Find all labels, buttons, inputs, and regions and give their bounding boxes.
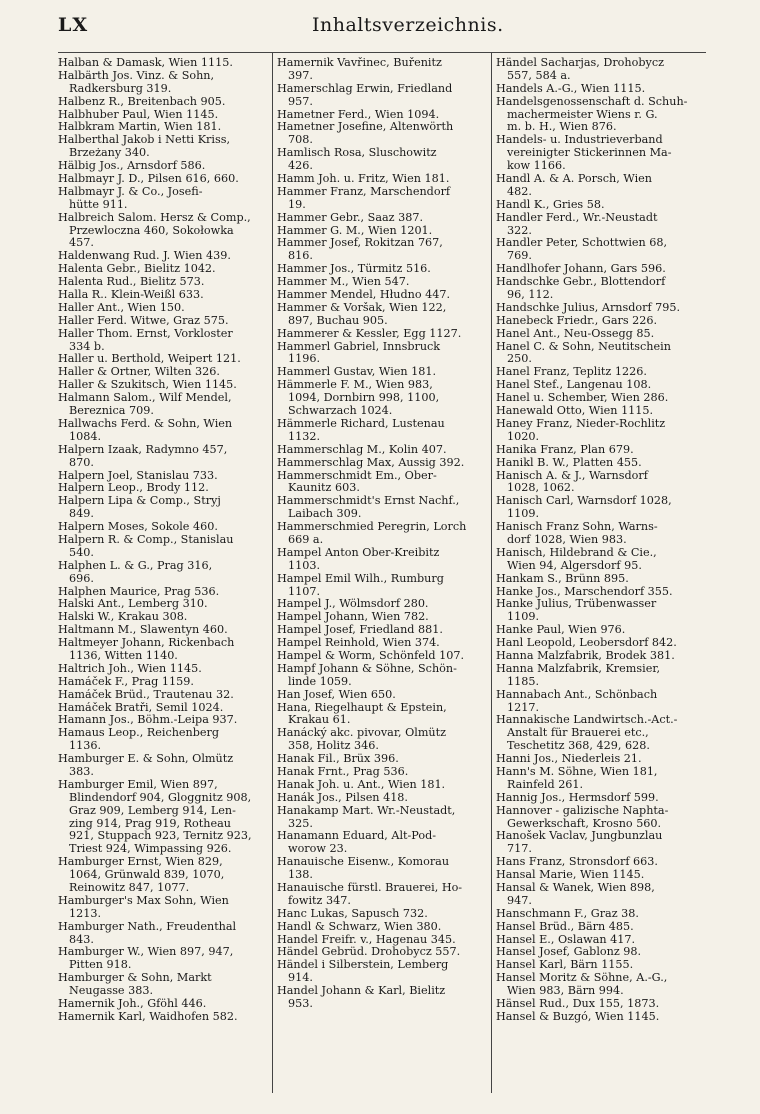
index-entry: Hanisch A. & J., Warnsdorf bbox=[496, 469, 648, 482]
index-entry: Handlhofer Johann, Gars 596. bbox=[496, 263, 666, 276]
index-entry-continuation: 870. bbox=[69, 456, 94, 469]
index-entry-continuation: 322. bbox=[507, 224, 532, 237]
index-entry: Hampel Josef, Friedland 881. bbox=[277, 624, 443, 637]
index-entry: Hansal Marie, Wien 1145. bbox=[496, 869, 645, 882]
index-columns bbox=[58, 52, 706, 1093]
index-entry: Hansel Brüd., Bärn 485. bbox=[496, 920, 634, 933]
index-entry: Hamburger & Sohn, Markt bbox=[58, 972, 212, 985]
index-entry: Hammerer & Kessler, Egg 1127. bbox=[277, 327, 462, 340]
index-entry: Halenta Rud., Bielitz 573. bbox=[58, 276, 205, 289]
index-entry: Haller & Ortner, Wilten 326. bbox=[58, 366, 220, 379]
index-entry-continuation: 921, Stuppach 923, Ternitz 923, bbox=[69, 830, 252, 843]
index-entry: Handl A. & A. Porsch, Wien bbox=[496, 173, 653, 186]
index-entry-continuation: 947. bbox=[507, 894, 532, 907]
index-entry: Hammerl Gustav, Wien 181. bbox=[277, 366, 437, 379]
index-entry-continuation: Reinowitz 847, 1077. bbox=[69, 882, 190, 894]
index-entry: Hamernik Joh., Gföhl 446. bbox=[58, 998, 207, 1011]
index-entry: Hanel C. & Sohn, Neutitschein bbox=[496, 340, 671, 353]
index-entry: Hann's M. Söhne, Wien 181, bbox=[496, 765, 658, 778]
index-entry: Hammerschlag Max, Aussig 392. bbox=[277, 456, 465, 469]
index-entry: Hammer Franz, Marschendorf bbox=[277, 185, 451, 198]
index-entry-continuation: linde 1059. bbox=[288, 675, 352, 688]
index-entry: Haller Thom. Ernst, Vorkloster bbox=[58, 327, 233, 340]
index-entry: Handel Johann & Karl, Bielitz bbox=[277, 985, 446, 998]
index-entry: Hammer Gebr., Saaz 387. bbox=[277, 211, 424, 224]
index-entry-continuation: Anstalt für Brauerei etc., bbox=[507, 727, 649, 740]
index-entry: Hamáček F., Prag 1159. bbox=[58, 675, 194, 688]
index-entry: Handler Peter, Schottwien 68, bbox=[496, 237, 668, 250]
index-entry: Hanak Frnt., Prag 536. bbox=[277, 765, 409, 778]
index-entry: Hanc Lukas, Sapusch 732. bbox=[277, 907, 428, 920]
index-entry-continuation: 957. bbox=[288, 95, 313, 108]
index-entry: Halpern Joel, Stanislau 733. bbox=[58, 469, 218, 482]
index-entry-continuation: 540. bbox=[69, 546, 94, 559]
index-entry-continuation: 334 b. bbox=[69, 340, 105, 353]
index-entry-continuation: 1109. bbox=[507, 508, 540, 521]
index-entry-continuation: 843. bbox=[69, 933, 94, 946]
index-entry-continuation: 96, 112. bbox=[507, 289, 554, 302]
index-entry-continuation: 250. bbox=[507, 353, 532, 366]
index-entry: Halphen L. & G., Prag 316, bbox=[58, 559, 213, 572]
index-entry: Hamann Jos., Böhm.-Leipa 937. bbox=[58, 714, 238, 727]
index-entry-continuation: 849. bbox=[69, 508, 94, 521]
index-entry: Haney Franz, Nieder-Rochlitz bbox=[496, 417, 666, 430]
index-entry: Hammerschlag M., Kolin 407. bbox=[277, 443, 447, 456]
index-entry: Haller u. Berthold, Weipert 121. bbox=[58, 353, 241, 366]
index-entry: Hansal & Wanek, Wien 898, bbox=[496, 882, 655, 894]
index-entry-continuation: Przewloczna 460, Sokołowka bbox=[69, 224, 234, 237]
index-entry: Hamernik Karl, Waidhofen 582. bbox=[58, 1010, 238, 1023]
index-column-1 bbox=[58, 57, 268, 1087]
index-entry-continuation: machermeister Wiens r. G. bbox=[507, 108, 658, 121]
index-entry-continuation: Krakau 61. bbox=[288, 714, 351, 727]
index-entry: Hanna Malzfabrik, Kremsier, bbox=[496, 662, 660, 675]
index-entry: Haller & Szukitsch, Wien 1145. bbox=[58, 379, 237, 392]
index-entry: Hanisch Carl, Warnsdorf 1028, bbox=[496, 495, 672, 508]
index-entry: Hamm Joh. u. Fritz, Wien 181. bbox=[277, 173, 450, 186]
index-entry: Handel Freifr. v., Hagenau 345. bbox=[277, 933, 456, 946]
index-entry: Hamlisch Rosa, Sluschowitz bbox=[277, 147, 437, 160]
index-entry-continuation: 1217. bbox=[507, 701, 540, 714]
index-entry: Hanamann Eduard, Alt-Pod- bbox=[277, 830, 437, 843]
index-entry-continuation: Bereznica 709. bbox=[69, 405, 154, 418]
index-entry-continuation: fowitz 347. bbox=[288, 894, 351, 907]
index-entry-continuation: 19. bbox=[288, 198, 306, 211]
index-entry-continuation: 1196. bbox=[288, 353, 321, 366]
index-entry: Hanel Ant., Neu-Ossegg 85. bbox=[496, 327, 655, 340]
index-entry: Hammerschmied Peregrin, Lorch bbox=[277, 521, 467, 534]
index-entry: Hans Franz, Stronsdorf 663. bbox=[496, 856, 658, 869]
index-entry: Haltmann M., Slawentyn 460. bbox=[58, 624, 228, 637]
index-entry: Halski Ant., Lemberg 310. bbox=[58, 598, 208, 611]
index-entry-continuation: Rainfeld 261. bbox=[507, 778, 584, 791]
index-entry-continuation: 325. bbox=[288, 817, 313, 830]
index-entry: Hannig Jos., Hermsdorf 599. bbox=[496, 791, 659, 804]
index-entry: Hannakische Landwirtsch.-Act.- bbox=[496, 714, 678, 727]
index-entry: Hammerschmidt's Ernst Nachf., bbox=[277, 495, 460, 508]
index-entry: Halla R.. Klein-Weißl 633. bbox=[58, 289, 204, 302]
index-entry: Hänsel Rud., Dux 155, 1873. bbox=[496, 998, 660, 1011]
index-entry-continuation: 358, Holitz 346. bbox=[288, 740, 379, 753]
index-entry: Hanošek Vaclav, Jungbunzlau bbox=[496, 830, 663, 843]
index-entry: Hämmerle F. M., Wien 983, bbox=[277, 379, 433, 392]
index-entry: Halski W., Krakau 308. bbox=[58, 611, 188, 624]
index-entry: Hansel E., Oslawan 417. bbox=[496, 933, 636, 946]
index-entry: Hanauische Eisenw., Komorau bbox=[277, 856, 450, 869]
index-entry-continuation: Laibach 309. bbox=[288, 508, 362, 521]
index-entry: Hanak Joh. u. Ant., Wien 181. bbox=[277, 778, 446, 791]
index-entry: Handels A.-G., Wien 1115. bbox=[496, 82, 646, 95]
index-entry-continuation: 138. bbox=[288, 869, 313, 882]
index-entry-continuation: 914. bbox=[288, 972, 313, 985]
index-entry: Hallwachs Ferd. & Sohn, Wien bbox=[58, 417, 233, 430]
index-entry: Hanel u. Schember, Wien 286. bbox=[496, 392, 669, 405]
index-entry: Hanni Jos., Niederleis 21. bbox=[496, 753, 642, 766]
index-entry: Hansel Karl, Bärn 1155. bbox=[496, 959, 634, 972]
index-entry-continuation: 1132. bbox=[288, 430, 321, 443]
index-entry-continuation: 1185. bbox=[507, 675, 540, 688]
index-entry: Hammer M., Wien 547. bbox=[277, 276, 410, 289]
index-entry: Handl K., Gries 58. bbox=[496, 198, 605, 211]
index-entry: Hansel Josef, Gablonz 98. bbox=[496, 946, 642, 959]
index-entry: Hammer Jos., Türmitz 516. bbox=[277, 263, 431, 276]
index-entry-continuation: 1028, 1062. bbox=[507, 482, 575, 495]
index-entry-continuation: 717. bbox=[507, 843, 532, 856]
index-entry: Hammer Josef, Rokitzan 767, bbox=[277, 237, 443, 250]
index-entry: Hannover - galizische Naphta- bbox=[496, 804, 669, 817]
index-entry: Hamburger Ernst, Wien 829, bbox=[58, 856, 223, 869]
index-entry-continuation: Wien 983, Bärn 994. bbox=[507, 985, 624, 998]
index-entry: Hanschmann F., Graz 38. bbox=[496, 907, 639, 920]
index-entry: Hampel Anton Ober-Kreibitz bbox=[277, 546, 440, 559]
index-entry: Halphen Maurice, Prag 536. bbox=[58, 585, 220, 598]
index-entry: Hanisch Franz Sohn, Warns- bbox=[496, 521, 658, 534]
index-entry-continuation: 897, Buchau 905. bbox=[288, 314, 388, 327]
index-entry: Hanl Leopold, Leobersdorf 842. bbox=[496, 637, 677, 650]
index-entry: Händel Sacharjas, Drohobycz bbox=[496, 57, 664, 69]
index-entry-continuation: 1107. bbox=[288, 585, 321, 598]
index-entry: Halmann Salom., Wilf Mendel, bbox=[58, 392, 232, 405]
index-entry: Halbkram Martin, Wien 181. bbox=[58, 121, 222, 134]
index-entry-continuation: 397. bbox=[288, 69, 313, 82]
index-entry-continuation: 1109. bbox=[507, 611, 540, 624]
index-entry: Hanna Malzfabrik, Brodek 381. bbox=[496, 649, 675, 662]
index-entry-continuation: 557, 584 a. bbox=[507, 69, 571, 82]
index-entry: Halbmayr J. & Co., Josefi- bbox=[58, 185, 203, 198]
index-entry: Halbreich Salom. Hersz & Comp., bbox=[58, 211, 251, 224]
column-divider bbox=[491, 53, 492, 1093]
index-entry: Hamburger's Max Sohn, Wien bbox=[58, 894, 229, 907]
index-entry-continuation: 696. bbox=[69, 572, 94, 585]
index-entry: Halbhuber Paul, Wien 1145. bbox=[58, 108, 219, 121]
index-entry: Halbärth Jos. Vinz. & Sohn, bbox=[58, 69, 215, 82]
index-column-2 bbox=[277, 57, 487, 1087]
index-entry-continuation: Graz 909, Lemberg 914, Len- bbox=[69, 804, 236, 817]
index-entry: Halbmayr J. D., Pilsen 616, 660. bbox=[58, 173, 239, 186]
index-entry: Handler Ferd., Wr.-Neustadt bbox=[496, 211, 658, 224]
index-entry: Haltmeyer Johann, Rickenbach bbox=[58, 637, 235, 650]
index-entry-continuation: hütte 911. bbox=[69, 198, 128, 211]
index-entry-continuation: Pitten 918. bbox=[69, 959, 132, 972]
index-entry: Hansel & Buzgó, Wien 1145. bbox=[496, 1010, 660, 1023]
index-entry: Hanebeck Friedr., Gars 226. bbox=[496, 314, 658, 327]
index-entry: Haldenwang Rud. J. Wien 439. bbox=[58, 250, 231, 263]
index-entry: Halpern Leop., Brody 112. bbox=[58, 482, 209, 495]
index-entry-continuation: Wien 94, Algersdorf 95. bbox=[507, 559, 642, 572]
index-entry: Hanakamp Mart. Wr.-Neustadt, bbox=[277, 804, 456, 817]
index-entry-continuation: 669 a. bbox=[288, 533, 324, 546]
index-entry-continuation: 1094, Dornbirn 998, 1100, bbox=[288, 392, 440, 405]
index-entry-continuation: Gewerkschaft, Krosno 560. bbox=[507, 817, 662, 830]
index-entry: Halpern R. & Comp., Stanislau bbox=[58, 533, 234, 546]
index-entry: Hanák Jos., Pilsen 418. bbox=[277, 791, 408, 804]
index-entry: Hamáček Brüd., Trautenau 32. bbox=[58, 688, 234, 701]
index-entry: Hampf Johann & Söhne, Schön- bbox=[277, 662, 457, 675]
index-entry-continuation: 1064, Grünwald 839, 1070, bbox=[69, 869, 225, 882]
index-entry-continuation: Blindendorf 904, Gloggnitz 908, bbox=[69, 791, 252, 804]
index-entry: Hanel Franz, Teplitz 1226. bbox=[496, 366, 647, 379]
index-entry: Hanewald Otto, Wien 1115. bbox=[496, 405, 654, 418]
index-entry: Hanke Jos., Marschendorf 355. bbox=[496, 585, 673, 598]
index-entry: Hana, Riegelhaupt & Epstein, bbox=[277, 701, 447, 714]
index-entry-continuation: 457. bbox=[69, 237, 94, 250]
index-entry: Halpern Izaak, Radymno 457, bbox=[58, 443, 228, 456]
index-entry: Hamaus Leop., Reichenberg bbox=[58, 727, 220, 740]
index-entry: Halenta Gebr., Bielitz 1042. bbox=[58, 263, 216, 276]
index-entry-continuation: 816. bbox=[288, 250, 313, 263]
index-entry-continuation: vereinigter Stickerinnen Ma- bbox=[507, 147, 672, 160]
index-entry: Hammerl Gabriel, Innsbruck bbox=[277, 340, 441, 353]
index-entry-continuation: 1136. bbox=[69, 740, 102, 753]
index-entry: Hamerschlag Erwin, Friedland bbox=[277, 82, 453, 95]
index-entry: Händel Gebrüd. Drohobycz 557. bbox=[277, 946, 461, 959]
index-entry: Handschke Julius, Arnsdorf 795. bbox=[496, 301, 681, 314]
index-entry: Hälbig Jos., Arnsdorf 586. bbox=[58, 160, 206, 173]
index-entry: Hammer & Voršak, Wien 122, bbox=[277, 301, 447, 314]
index-entry: Hankam S., Brünn 895. bbox=[496, 572, 629, 585]
index-entry: Haller Ferd. Witwe, Graz 575. bbox=[58, 314, 229, 327]
index-entry-continuation: 383. bbox=[69, 765, 94, 778]
index-entry: Handels- u. Industrieverband bbox=[496, 134, 663, 147]
index-entry: Hammer G. M., Wien 1201. bbox=[277, 224, 433, 237]
index-entry: Haltrich Joh., Wien 1145. bbox=[58, 662, 202, 675]
index-entry: Halbenz R., Breitenbach 905. bbox=[58, 95, 226, 108]
index-entry-continuation: 426. bbox=[288, 160, 313, 173]
index-entry: Hanikl B. W., Platten 455. bbox=[496, 456, 642, 469]
index-entry: Hampel & Worm, Schönfeld 107. bbox=[277, 649, 465, 662]
index-entry: Hampel Emil Wilh., Rumburg bbox=[277, 572, 444, 585]
index-entry: Hanel Stef., Langenau 108. bbox=[496, 379, 652, 392]
index-entry: Hämmerle Richard, Lustenau bbox=[277, 417, 445, 430]
index-entry-continuation: worow 23. bbox=[288, 843, 348, 856]
index-entry: Hanauische fürstl. Brauerei, Ho- bbox=[277, 882, 463, 894]
index-entry: Han Josef, Wien 650. bbox=[277, 688, 396, 701]
index-entry: Hammer Mendel, Hłudno 447. bbox=[277, 289, 451, 302]
index-entry: Hamburger Emil, Wien 897, bbox=[58, 778, 218, 791]
index-entry: Hannabach Ant., Schönbach bbox=[496, 688, 658, 701]
index-entry: Hanke Julius, Trübenwasser bbox=[496, 598, 657, 611]
index-entry-continuation: Brzeżany 340. bbox=[69, 147, 150, 160]
index-entry: Hansel Moritz & Söhne, A.-G., bbox=[496, 972, 668, 985]
index-entry: Handschke Gebr., Blottendorf bbox=[496, 276, 666, 289]
index-entry: Händel i Silberstein, Lemberg bbox=[277, 959, 449, 972]
index-column-3 bbox=[496, 57, 706, 1087]
index-entry: Hamburger E. & Sohn, Olmütz bbox=[58, 753, 234, 766]
page-header bbox=[0, 14, 760, 48]
index-entry: Hanke Paul, Wien 976. bbox=[496, 624, 626, 637]
index-entry: Hampel Johann, Wien 782. bbox=[277, 611, 429, 624]
index-entry: Hanisch, Hildebrand & Cie., bbox=[496, 546, 657, 559]
index-entry: Hanika Franz, Plan 679. bbox=[496, 443, 634, 456]
index-entry-continuation: Teschetitz 368, 429, 628. bbox=[507, 740, 650, 753]
index-entry-continuation: 953. bbox=[288, 998, 313, 1011]
index-entry: Halban & Damask, Wien 1115. bbox=[58, 57, 233, 69]
index-entry-continuation: 1084. bbox=[69, 430, 102, 443]
index-entry: Hanácký akc. pivovar, Olmütz bbox=[277, 727, 447, 740]
index-entry-continuation: 1020. bbox=[507, 430, 540, 443]
index-entry-continuation: kow 1166. bbox=[507, 160, 566, 173]
index-entry: Hamernik Vavřinec, Buřenitz bbox=[277, 57, 442, 69]
index-entry: Halpern Lipa & Comp., Stryj bbox=[58, 495, 221, 508]
index-entry-continuation: Schwarzach 1024. bbox=[288, 405, 393, 418]
index-entry: Hampel J., Wölmsdorf 280. bbox=[277, 598, 429, 611]
index-entry: Hammerschmidt Em., Ober- bbox=[277, 469, 437, 482]
index-entry-continuation: Neugasse 383. bbox=[69, 985, 154, 998]
index-entry-continuation: Kaunitz 603. bbox=[288, 482, 360, 495]
index-entry-continuation: Radkersburg 319. bbox=[69, 82, 172, 95]
index-entry-continuation: 769. bbox=[507, 250, 532, 263]
index-entry: Haller Ant., Wien 150. bbox=[58, 301, 185, 314]
index-entry-continuation: 1213. bbox=[69, 907, 102, 920]
index-entry: Hamburger W., Wien 897, 947, bbox=[58, 946, 234, 959]
index-entry-continuation: zing 914, Prag 919, Rotheau bbox=[69, 817, 231, 830]
index-entry: Halpern Moses, Sokole 460. bbox=[58, 521, 218, 534]
index-entry: Hametner Ferd., Wien 1094. bbox=[277, 108, 440, 121]
index-entry: Halberthal Jakob i Netti Kriss, bbox=[58, 134, 231, 147]
index-entry-continuation: 1103. bbox=[288, 559, 321, 572]
index-entry: Hanak Fil., Brüx 396. bbox=[277, 753, 399, 766]
index-entry-continuation: 482. bbox=[507, 185, 532, 198]
index-entry: Hametner Josefine, Altenwörth bbox=[277, 121, 454, 134]
index-entry-continuation: 708. bbox=[288, 134, 313, 147]
page-number: LX bbox=[58, 14, 89, 36]
index-entry: Hamburger Nath., Freudenthal bbox=[58, 920, 237, 933]
index-entry: Hamáček Bratři, Semil 1024. bbox=[58, 701, 224, 714]
index-entry-continuation: 1136, Witten 1140. bbox=[69, 649, 178, 662]
index-entry-continuation: Triest 924, Wimpassing 926. bbox=[69, 843, 232, 856]
index-entry: Handelsgenossenschaft d. Schuh- bbox=[496, 95, 688, 108]
column-divider bbox=[272, 53, 273, 1093]
index-entry-continuation: dorf 1028, Wien 983. bbox=[507, 533, 627, 546]
index-entry: Handl & Schwarz, Wien 380. bbox=[277, 920, 442, 933]
page-title: Inhaltsverzeichnis. bbox=[312, 14, 504, 36]
index-entry-continuation: m. b. H., Wien 876. bbox=[507, 121, 617, 134]
index-entry: Hampel Reinhold, Wien 374. bbox=[277, 637, 440, 650]
